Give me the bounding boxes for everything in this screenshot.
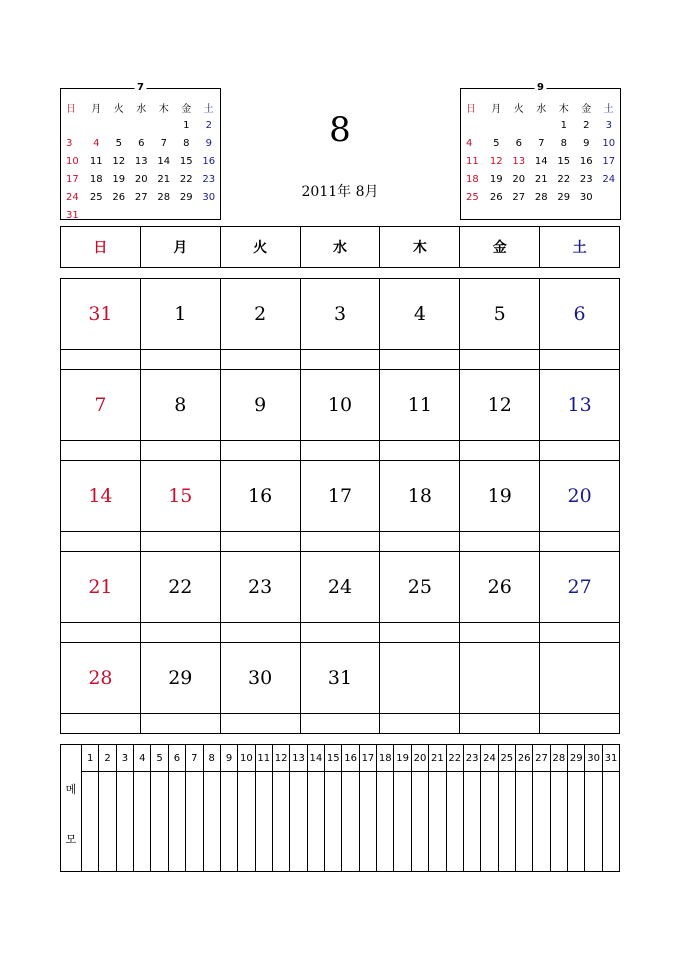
day-cell[interactable] (300, 552, 380, 642)
mini-prev-header-row (63, 98, 220, 116)
weekday-fri: 金 (459, 227, 539, 267)
mini-next-day: 19 (489, 173, 503, 185)
memo-columns (82, 745, 619, 871)
mini-prev-day: 15 (179, 155, 193, 167)
mini-prev-day: 18 (89, 173, 103, 185)
mini-next-header-wed: 水 (536, 103, 547, 115)
mini-next-header-row (463, 98, 620, 116)
mini-calendar-prev-table (63, 98, 220, 224)
day-note-area (61, 713, 140, 733)
day-number: 5 (493, 303, 506, 325)
mini-next-header-mon: 月 (491, 103, 502, 115)
mini-calendar-prev (60, 82, 221, 221)
mini-prev-day: 14 (157, 155, 171, 167)
mini-next-header-thu: 木 (558, 103, 569, 115)
memo-day-header: 27 (533, 745, 549, 772)
memo-day-header: 8 (204, 745, 220, 772)
mini-prev-day: 1 (183, 119, 190, 131)
day-note-area (141, 440, 220, 460)
mini-prev-day: 4 (93, 137, 100, 149)
day-cell[interactable] (459, 643, 539, 733)
memo-day-column[interactable] (272, 745, 289, 871)
mini-prev-day: 11 (89, 155, 103, 167)
memo-day-column[interactable] (203, 745, 220, 871)
mini-next-day: 29 (557, 191, 571, 203)
mini-next-week (463, 116, 620, 134)
memo-day-header: 20 (412, 745, 428, 772)
day-note-area (141, 713, 220, 733)
week-row (61, 642, 619, 733)
mini-next-day (530, 116, 553, 134)
mini-next-week (463, 188, 620, 206)
memo-day-column[interactable] (324, 745, 341, 871)
memo-day-header: 14 (308, 745, 324, 772)
mini-prev-day: 10 (66, 155, 79, 167)
day-cell[interactable] (140, 279, 220, 369)
mini-prev-day: 12 (112, 155, 126, 167)
mini-next-header-sun: 日 (466, 103, 476, 115)
day-number: 23 (248, 576, 273, 598)
mini-next-day: 28 (534, 191, 548, 203)
mini-next-day (463, 116, 485, 134)
day-note-area (141, 349, 220, 369)
day-number: 14 (88, 485, 113, 507)
memo-day-header: 17 (360, 745, 376, 772)
mini-prev-header-wed: 水 (136, 103, 147, 115)
memo-day-header: 5 (151, 745, 167, 772)
day-number: 17 (327, 485, 353, 507)
day-cell[interactable] (220, 461, 300, 551)
memo-label-top: 메 (65, 783, 77, 796)
day-cell[interactable] (61, 552, 140, 642)
day-note-area (460, 531, 539, 551)
day-cell[interactable] (379, 461, 459, 551)
memo-day-header: 2 (99, 745, 115, 772)
mini-next-day: 5 (493, 137, 500, 149)
day-note-area (301, 713, 380, 733)
memo-day-column[interactable] (150, 745, 167, 871)
day-cell[interactable] (220, 279, 300, 369)
mini-prev-day: 3 (66, 137, 73, 149)
mini-next-header-fri: 金 (581, 103, 592, 115)
day-cell[interactable] (220, 552, 300, 642)
mini-prev-day: 26 (112, 191, 126, 203)
mini-prev-day (153, 206, 176, 224)
mini-prev-day (130, 206, 153, 224)
day-number: 16 (248, 485, 273, 507)
memo-day-column[interactable] (532, 745, 549, 871)
day-cell[interactable] (61, 461, 140, 551)
memo-day-column[interactable] (341, 745, 358, 871)
day-note-area (221, 440, 300, 460)
mini-next-day: 17 (602, 155, 616, 167)
day-cell[interactable] (300, 370, 380, 460)
mini-next-header-tue: 火 (513, 103, 524, 115)
mini-prev-day: 19 (112, 173, 126, 185)
mini-next-day: 4 (466, 137, 473, 149)
memo-day-header: 4 (134, 745, 150, 772)
memo-table (60, 744, 620, 872)
memo-day-header: 10 (238, 745, 254, 772)
mini-prev-day: 2 (205, 119, 212, 131)
day-note-area (301, 349, 380, 369)
mini-prev-week (63, 134, 220, 152)
day-number: 9 (254, 394, 267, 416)
week-row (61, 369, 619, 460)
day-cell[interactable] (379, 552, 459, 642)
mini-next-day: 21 (534, 173, 548, 185)
mini-next-day: 14 (534, 155, 548, 167)
day-number: 3 (333, 303, 347, 325)
weekday-header (60, 226, 620, 268)
memo-label (61, 745, 82, 871)
memo-day-column[interactable] (82, 745, 98, 871)
day-cell[interactable] (300, 279, 380, 369)
day-number: 20 (567, 485, 592, 507)
mini-prev-header-fri: 金 (181, 103, 192, 115)
mini-prev-week (63, 206, 220, 224)
day-note-area (540, 440, 619, 460)
day-note-area (221, 713, 300, 733)
mini-next-day: 24 (602, 173, 616, 185)
day-number: 2 (254, 303, 267, 325)
day-number: 30 (248, 667, 273, 689)
day-cell[interactable] (539, 370, 619, 460)
day-number: 22 (168, 576, 193, 598)
mini-next-week (463, 170, 620, 188)
weekday-sun: 日 (93, 240, 108, 256)
memo-day-header: 3 (117, 745, 133, 772)
mini-next-day: 22 (557, 173, 571, 185)
day-cell[interactable] (300, 643, 380, 733)
day-number: 13 (567, 394, 592, 416)
memo-day-header: 13 (290, 745, 306, 772)
mini-prev-day: 9 (205, 137, 212, 149)
memo-day-column[interactable] (393, 745, 410, 871)
day-note-area (540, 713, 619, 733)
mini-next-day: 13 (512, 155, 526, 167)
memo-day-header: 29 (568, 745, 584, 772)
day-number: 19 (487, 485, 512, 507)
memo-day-column[interactable] (480, 745, 497, 871)
day-cell[interactable] (539, 643, 619, 733)
week-row (61, 551, 619, 642)
mini-prev-day: 7 (160, 137, 167, 149)
month-number: 8 (329, 110, 351, 150)
weekday-wed: 水 (300, 227, 380, 267)
day-note-area (221, 349, 300, 369)
memo-day-header: 22 (447, 745, 463, 772)
day-note-area (301, 531, 380, 551)
mini-next-day (508, 116, 531, 134)
day-cell[interactable] (539, 461, 619, 551)
memo-day-column[interactable] (289, 745, 306, 871)
day-note-area (61, 531, 140, 551)
day-note-area (380, 622, 459, 642)
day-cell[interactable] (140, 461, 220, 551)
mini-next-day: 8 (560, 137, 567, 149)
day-note-area (380, 713, 459, 733)
memo-day-column[interactable] (567, 745, 584, 871)
day-cell[interactable] (459, 370, 539, 460)
memo-day-header: 9 (221, 745, 237, 772)
day-cell[interactable] (140, 370, 220, 460)
memo-day-header: 24 (481, 745, 497, 772)
day-number: 26 (487, 576, 512, 598)
memo-day-column[interactable] (584, 745, 601, 871)
weekday-sat: 土 (539, 227, 619, 267)
mini-prev-day (85, 116, 108, 134)
day-note-area (380, 440, 459, 460)
mini-next-day: 11 (466, 155, 479, 167)
day-note-area (460, 349, 539, 369)
mini-next-week (463, 134, 620, 152)
mini-prev-day (130, 116, 153, 134)
mini-next-day: 27 (512, 191, 526, 203)
memo-day-column[interactable] (133, 745, 150, 871)
mini-prev-day: 5 (115, 137, 122, 149)
day-number: 21 (88, 576, 113, 598)
memo-day-header: 15 (325, 745, 341, 772)
day-note-area (141, 531, 220, 551)
month-grid (60, 278, 620, 734)
mini-next-week (463, 152, 620, 170)
memo-day-column[interactable] (463, 745, 480, 871)
day-number: 27 (567, 576, 592, 598)
mini-prev-header-tue: 火 (113, 103, 124, 115)
mini-prev-day: 24 (66, 191, 79, 203)
memo-day-header: 12 (273, 745, 289, 772)
mini-prev-day: 13 (134, 155, 148, 167)
mini-next-day (598, 188, 621, 206)
day-note-area (460, 622, 539, 642)
memo-day-column[interactable] (307, 745, 324, 871)
memo-day-column[interactable] (428, 745, 445, 871)
mini-prev-week (63, 170, 220, 188)
day-note-area (460, 713, 539, 733)
mini-prev-day: 25 (89, 191, 103, 203)
day-cell[interactable] (140, 643, 220, 733)
memo-day-header: 16 (342, 745, 358, 772)
mini-prev-header-mon: 月 (91, 103, 102, 115)
memo-day-column[interactable] (220, 745, 237, 871)
mini-prev-day: 20 (134, 173, 148, 185)
day-number: 29 (168, 667, 193, 689)
mini-prev-day (175, 206, 198, 224)
weekday-tue: 火 (220, 227, 300, 267)
mini-prev-day (108, 206, 131, 224)
day-number: 6 (573, 303, 586, 325)
mini-prev-day: 6 (138, 137, 145, 149)
memo-day-header: 19 (394, 745, 410, 772)
mini-calendar-prev-title: 7 (134, 81, 147, 95)
memo-day-column[interactable] (498, 745, 515, 871)
memo-day-header: 23 (464, 745, 480, 772)
mini-prev-day: 28 (157, 191, 171, 203)
day-note-area (61, 349, 140, 369)
mini-next-day: 15 (557, 155, 571, 167)
day-note-area (61, 622, 140, 642)
mini-prev-day: 23 (202, 173, 216, 185)
day-cell[interactable] (61, 643, 140, 733)
memo-day-header: 1 (82, 745, 98, 772)
day-number: 28 (88, 667, 113, 689)
memo-day-column[interactable] (550, 745, 567, 871)
day-note-area (221, 622, 300, 642)
mini-prev-day: 31 (66, 209, 79, 221)
mini-calendar-next-table (463, 98, 620, 206)
mini-prev-week (63, 152, 220, 170)
year-month-label: 2011年 8月 (301, 184, 379, 200)
day-number (460, 643, 539, 713)
memo-day-column[interactable] (185, 745, 202, 871)
mini-prev-day: 27 (134, 191, 148, 203)
day-cell[interactable] (61, 279, 140, 369)
mini-next-day: 2 (583, 119, 590, 131)
memo-day-header: 25 (499, 745, 515, 772)
day-note-area (380, 531, 459, 551)
day-note-area (301, 440, 380, 460)
mini-next-day: 7 (538, 137, 545, 149)
mini-prev-day: 29 (179, 191, 193, 203)
day-cell[interactable] (379, 643, 459, 733)
day-number: 25 (407, 576, 432, 598)
memo-day-header: 21 (429, 745, 445, 772)
mini-next-day: 3 (605, 119, 612, 131)
mini-next-day: 16 (579, 155, 593, 167)
memo-day-header: 18 (377, 745, 393, 772)
week-row (61, 460, 619, 551)
mini-calendar-next-title: 9 (534, 81, 547, 95)
day-cell[interactable] (459, 461, 539, 551)
day-number: 8 (174, 394, 187, 416)
day-cell[interactable] (140, 552, 220, 642)
mini-next-day: 10 (602, 137, 616, 149)
day-number: 7 (94, 394, 107, 416)
mini-next-day: 18 (466, 173, 479, 185)
day-note-area (540, 531, 619, 551)
day-number (540, 643, 619, 713)
day-cell[interactable] (459, 552, 539, 642)
day-note-area (460, 440, 539, 460)
memo-day-column[interactable] (376, 745, 393, 871)
mini-next-day: 23 (579, 173, 593, 185)
mini-prev-day (85, 206, 108, 224)
memo-day-header: 30 (585, 745, 601, 772)
mini-next-day: 26 (489, 191, 503, 203)
mini-prev-day: 21 (157, 173, 171, 185)
mini-prev-header-sat: 土 (203, 103, 214, 115)
weekday-mon: 月 (140, 227, 220, 267)
day-number: 1 (174, 303, 187, 325)
mini-prev-day: 22 (179, 173, 193, 185)
memo-day-column[interactable] (98, 745, 115, 871)
day-number (380, 643, 459, 713)
memo-day-column[interactable] (411, 745, 428, 871)
mini-next-day: 25 (466, 191, 479, 203)
day-note-area (61, 440, 140, 460)
day-number: 10 (327, 394, 353, 416)
mini-next-day: 12 (489, 155, 503, 167)
memo-day-column[interactable] (515, 745, 532, 871)
day-cell[interactable] (539, 279, 619, 369)
memo-day-header: 11 (256, 745, 272, 772)
memo-day-header: 7 (186, 745, 202, 772)
memo-day-column[interactable] (359, 745, 376, 871)
day-note-area (540, 622, 619, 642)
mini-next-day: 1 (560, 119, 567, 131)
memo-day-column[interactable] (237, 745, 254, 871)
memo-day-column[interactable] (255, 745, 272, 871)
day-cell[interactable] (459, 279, 539, 369)
mini-prev-day (153, 116, 176, 134)
day-cell[interactable] (539, 552, 619, 642)
memo-day-column[interactable] (602, 745, 619, 871)
mini-prev-week (63, 188, 220, 206)
memo-day-column[interactable] (168, 745, 185, 871)
mini-prev-day (108, 116, 131, 134)
mini-prev-header-sun: 日 (66, 103, 76, 115)
day-cell[interactable] (61, 370, 140, 460)
day-cell[interactable] (220, 643, 300, 733)
day-cell[interactable] (379, 279, 459, 369)
mini-next-header-sat: 土 (603, 103, 614, 115)
mini-next-day: 6 (515, 137, 522, 149)
day-note-area (301, 622, 380, 642)
mini-next-day (485, 116, 508, 134)
day-number: 11 (407, 394, 432, 416)
memo-day-header: 26 (516, 745, 532, 772)
memo-day-column[interactable] (116, 745, 133, 871)
mini-prev-day: 16 (202, 155, 216, 167)
mini-next-day: 9 (583, 137, 590, 149)
mini-next-day: 30 (579, 191, 593, 203)
day-number: 12 (487, 394, 512, 416)
mini-prev-day (63, 116, 85, 134)
day-cell[interactable] (300, 461, 380, 551)
mini-prev-day: 17 (66, 173, 79, 185)
mini-next-day: 20 (512, 173, 526, 185)
memo-day-header: 28 (551, 745, 567, 772)
day-note-area (540, 349, 619, 369)
day-cell[interactable] (220, 370, 300, 460)
day-cell[interactable] (379, 370, 459, 460)
day-number: 15 (168, 485, 193, 507)
day-note-area (380, 349, 459, 369)
day-number: 24 (327, 576, 353, 598)
weekday-thu: 木 (379, 227, 459, 267)
day-note-area (221, 531, 300, 551)
mini-prev-week (63, 116, 220, 134)
memo-day-header: 31 (603, 745, 619, 772)
day-note-area (141, 622, 220, 642)
memo-label-bottom: 모 (65, 833, 77, 846)
week-row (61, 279, 619, 369)
mini-prev-header-thu: 木 (158, 103, 169, 115)
day-number: 31 (88, 303, 113, 325)
memo-day-header: 6 (169, 745, 185, 772)
mini-prev-day: 30 (202, 191, 216, 203)
mini-calendar-next (460, 82, 621, 220)
day-number: 31 (327, 667, 353, 689)
day-number: 4 (413, 303, 426, 325)
day-number: 18 (407, 485, 432, 507)
mini-prev-day (198, 206, 221, 224)
mini-prev-day: 8 (183, 137, 190, 149)
memo-day-column[interactable] (446, 745, 463, 871)
